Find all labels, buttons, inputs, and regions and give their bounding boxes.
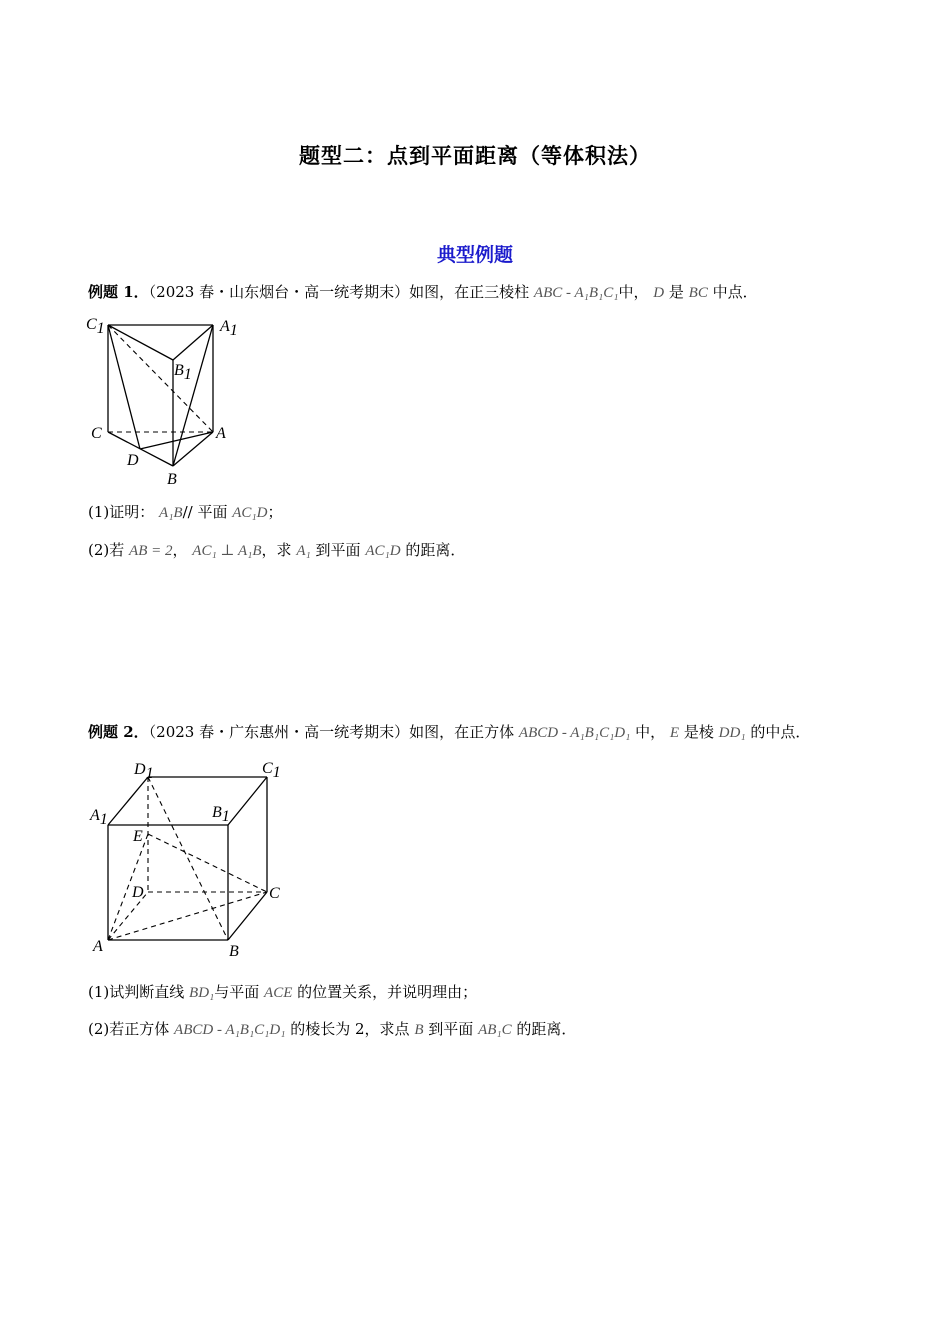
example1-source: （2023 春・山东烟台・高一统考期末） (148, 283, 410, 301)
example1-q1: (1)证明： A₁B// 平面 AC₁D； (88, 503, 283, 521)
page-title: 题型二：点到平面距离（等体积法） (299, 143, 651, 168)
label-C-cube: C (269, 885, 280, 902)
label-B: B (167, 471, 177, 488)
prism-name: ABC - A₁B₁C₁ (533, 285, 619, 301)
label-C: C (91, 425, 102, 442)
label-D1: D1 (134, 761, 154, 782)
label-A1-cube: A1 (90, 807, 108, 828)
example1-label: 例题 1． (88, 283, 149, 301)
label-C1: C1 (86, 316, 105, 337)
section-title: 典型例题 (436, 244, 513, 266)
example2-statement: 例题 2．（2023 春・广东惠州・高一统考期末）如图，在正方体 ABCD - A₁B₁C₁D₁ 中， E 是棱 DD₁ 的中点． (88, 723, 811, 741)
cube-figure (80, 752, 290, 964)
label-C1-cube: C1 (262, 760, 281, 781)
label-D-cube: D (132, 884, 144, 901)
prism-figure (80, 310, 260, 490)
example2-q2: (2)若正方体 ABCD - A₁B₁C₁D₁ 的棱长为 2，求点 B 到平面 AB₁C 的距离． (88, 1020, 577, 1038)
label-D: D (127, 452, 139, 469)
example2-source: （2023 春・广东惠州・高一统考期末） (148, 723, 410, 741)
example2-label: 例题 2． (88, 723, 149, 741)
label-A1: A1 (220, 318, 238, 339)
example1-statement: 例题 1．（2023 春・山东烟台・高一统考期末）如图，在正三棱柱 ABC - A₁B₁C₁中， D 是 BC 中点． (88, 283, 758, 301)
example1-q2: (2)若 AB = 2， AC₁ ⊥ A₁B，求 A₁ 到平面 AC₁D 的距离． (88, 541, 466, 559)
label-A-cube: A (93, 938, 103, 955)
example2-q1: (1)试判断直线 BD₁与平面 ACE 的位置关系，并说明理由； (88, 983, 478, 1001)
label-B1-cube: B1 (212, 804, 230, 825)
label-B1: B1 (174, 362, 192, 383)
label-A: A (216, 425, 226, 442)
label-B-cube: B (229, 943, 239, 960)
cube-name: ABCD - A₁B₁C₁D₁ (518, 725, 631, 741)
label-E: E (133, 828, 143, 845)
